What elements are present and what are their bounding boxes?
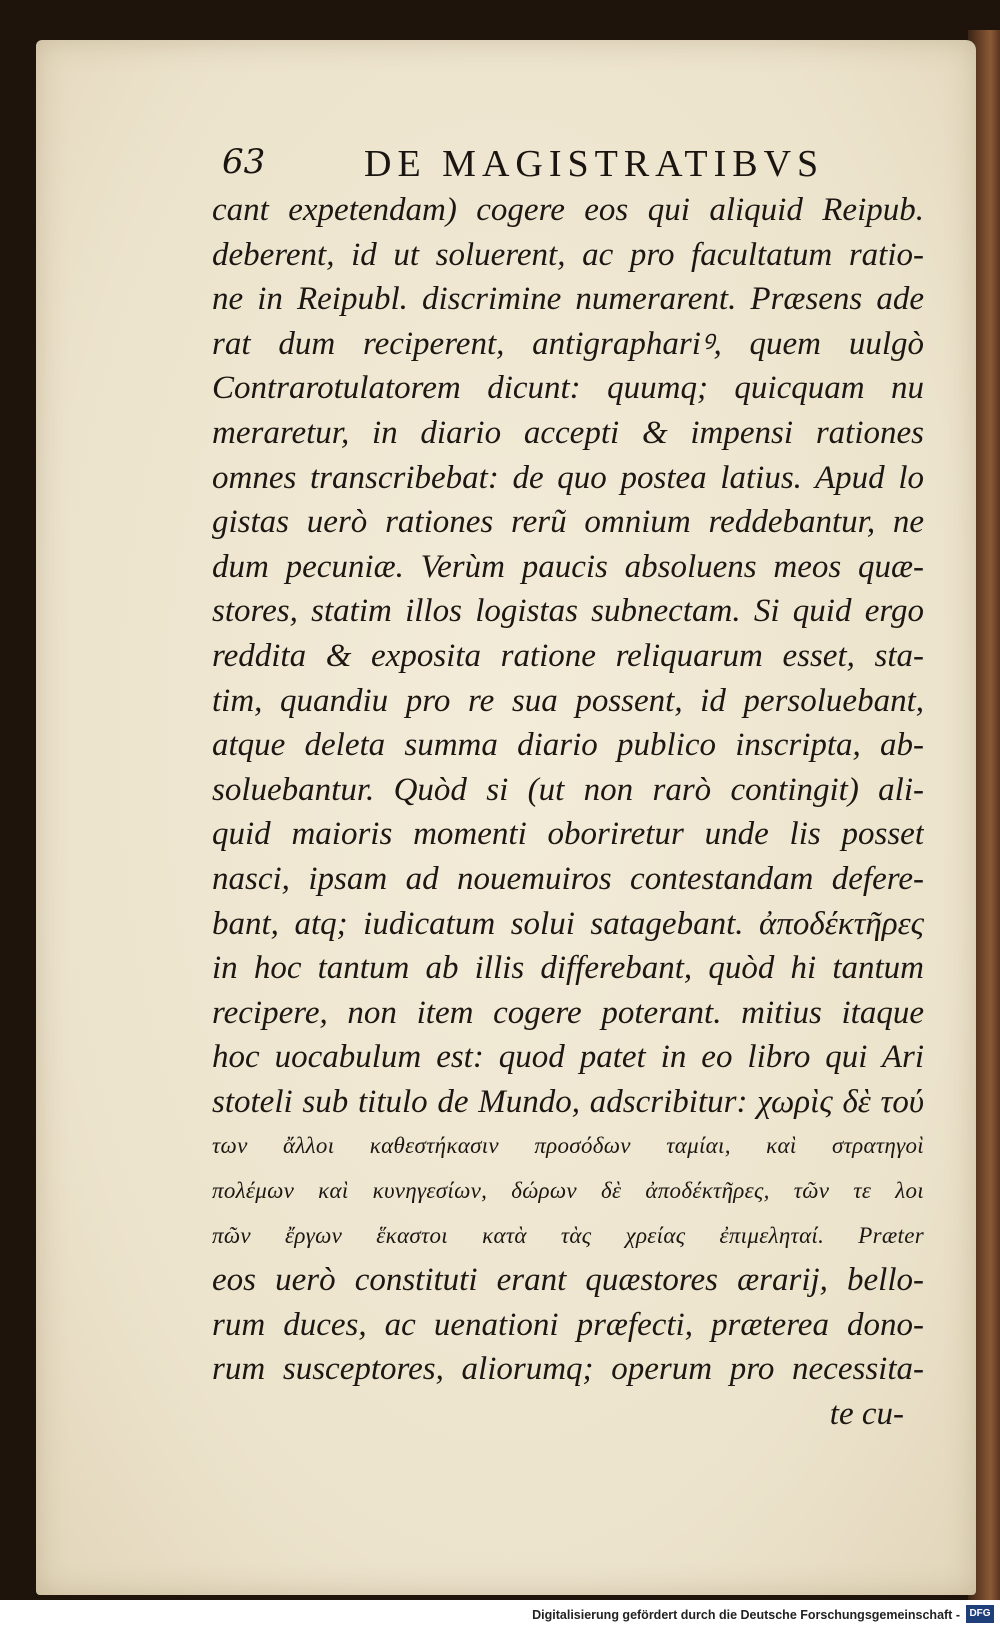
greek-line: πολέμων καὶ κυνηγεσίων, δώρων δὲ ἀποδέκτῆρες, τῶν τε λοι <box>212 1178 924 1204</box>
catchword: te cu- <box>829 1396 904 1433</box>
text-line: nasci, ipsam ad nouemuiros contestandam defere- <box>212 860 924 897</box>
text-line: atque deleta summa diario publico inscripta, ab- <box>212 727 924 764</box>
text-line: hoc uocabulum est: quod patet in eo libro qui Ari <box>212 1039 924 1076</box>
text-line: soluebantur. Quòd si (ut non rarò contingit) ali- <box>212 771 924 808</box>
text-line: bant, atq; iudicatum solui satagebant. ἀποδέκτῆρες <box>212 905 924 942</box>
text-line: gistas uerò rationes rerũ omnium reddebantur, ne <box>212 504 924 541</box>
running-head <box>222 142 922 192</box>
running-title: DE MAGISTRATIBVS <box>364 143 825 185</box>
text-line: deberent, id ut soluerent, ac pro facultatum ratio- <box>212 236 924 273</box>
text-line: recipere, non item cogere poterant. mitius itaque <box>212 994 924 1031</box>
body-text <box>212 188 924 1437</box>
text-line: stoteli sub titulo de Mundo, adscribitur: χωρὶς δὲ τού <box>212 1083 924 1120</box>
greek-line: πῶν ἔργων ἕκαστοι κατὰ τὰς χρείας ἐπιμεληταί. Præter <box>212 1222 924 1248</box>
text-line: stores, statim illos logistas subnectam. Si quid ergo <box>212 593 924 630</box>
text-line: reddita & exposita ratione reliquarum esset, sta- <box>212 637 924 674</box>
greek-line: των ἄλλοι καθεστήκασιν προσόδων ταμίαι, καὶ στρατηγοὶ <box>212 1133 924 1159</box>
text-line: quid maioris momenti oboriretur unde lis posset <box>212 816 924 853</box>
page-number: 63 <box>222 142 266 182</box>
dfg-logo-icon: DFG <box>966 1605 994 1623</box>
text-line: eos uerò constituti erant quæstores ærarij, bello- <box>212 1262 924 1299</box>
text-line: meraretur, in diario accepti & impensi rationes <box>212 414 924 451</box>
text-line: cant expetendam) cogere eos qui aliquid Reipub. <box>212 192 924 228</box>
text-line: dum pecuniæ. Verùm paucis absoluens meos quæ- <box>212 548 924 585</box>
funding-credit: Digitalisierung gefördert durch die Deutsche Forschungsgemeinschaft - <box>532 1608 960 1622</box>
text-line: tim, quandiu pro re sua possent, id persoluebant, <box>212 682 924 719</box>
text-line: rum susceptores, aliorumq; operum pro necessita- <box>212 1351 924 1388</box>
text-line: rat dum reciperent, antigraphariꝰ, quem uulgò <box>212 325 924 362</box>
text-line: Contrarotulatorem dicunt: quumq; quicquam nu <box>212 370 924 407</box>
text-line: omnes transcribebat: de quo postea latius. Apud lo <box>212 459 924 496</box>
text-line: in hoc tantum ab illis differebant, quòd hi tantum <box>212 950 924 987</box>
text-line: ne in Reipubl. discrimine numerarent. Præsens ade <box>212 281 924 318</box>
text-line: rum duces, ac uenationi præfecti, præterea dono- <box>212 1306 924 1343</box>
